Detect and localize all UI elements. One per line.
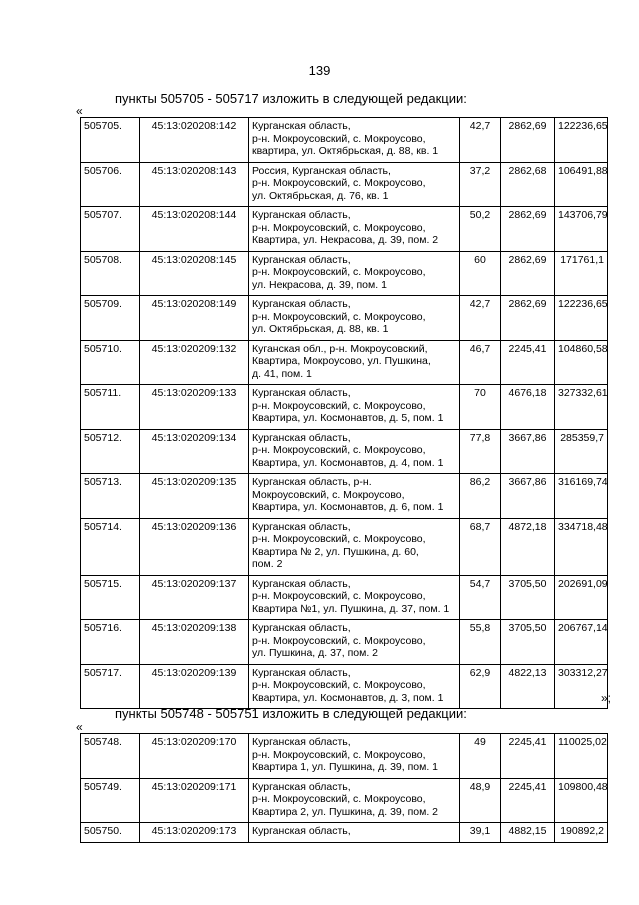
cadastral-value: 143706,79	[555, 207, 608, 252]
cadastral-number: 45:13:020209:138	[140, 620, 249, 665]
cadastral-value: 122236,65	[555, 118, 608, 163]
unit-value: 3705,50	[501, 575, 555, 620]
cadastral-value: 122236,65	[555, 296, 608, 341]
table-row	[81, 664, 608, 709]
item-number: 505712.	[81, 429, 140, 474]
unit-value: 4822,13	[501, 664, 555, 709]
cadastral-number: 45:13:020209:132	[140, 340, 249, 385]
cadastral-value: 303312,27	[555, 664, 608, 709]
address-line: Курганская область,	[252, 780, 351, 793]
address-line: р-н. Мокроусовский, с. Мокроусово,	[252, 399, 426, 412]
item-number: 505715.	[81, 575, 140, 620]
unit-value: 3667,86	[501, 474, 555, 519]
address-line: Квартира № 2, ул. Пушкина, д. 60,	[252, 545, 419, 558]
area: 60	[460, 251, 501, 296]
address-line: Квартира, ул. Некрасова, д. 39, пом. 2	[252, 234, 439, 246]
address	[249, 429, 460, 474]
table-row	[81, 620, 608, 665]
area: 39,1	[460, 823, 501, 843]
address-line: ул. Октябрьская, д. 88, кв. 1	[252, 323, 389, 335]
cadastral-value: 334718,48	[555, 518, 608, 575]
area: 42,7	[460, 118, 501, 163]
cadastral-number: 45:13:020209:139	[140, 664, 249, 709]
area: 42,7	[460, 296, 501, 341]
unit-value: 2862,69	[501, 207, 555, 252]
item-number: 505708.	[81, 251, 140, 296]
item-number: 505713.	[81, 474, 140, 519]
unit-value: 2862,69	[501, 118, 555, 163]
area: 50,2	[460, 207, 501, 252]
unit-value: 4872,18	[501, 518, 555, 575]
cadastral-value: 206767,14	[555, 620, 608, 665]
table-row	[81, 296, 608, 341]
item-number: 505711.	[81, 385, 140, 430]
unit-value: 2862,69	[501, 296, 555, 341]
address-line: Курганская область,	[252, 387, 351, 399]
address-line: р-н. Мокроусовский, с. Мокроусово,	[252, 590, 426, 602]
address-line: Квартира №1, ул. Пушкина, д. 37, пом. 1	[252, 602, 450, 615]
address	[249, 385, 460, 430]
address-line: р-н. Мокроусовский, с. Мокроусово,	[252, 748, 426, 761]
address-line: Курганская область,	[252, 120, 351, 132]
address-line: р-н. Мокроусовский, с. Мокроусово,	[252, 634, 426, 647]
area: 55,8	[460, 620, 501, 665]
address-line: Курганская область,	[252, 825, 351, 837]
cadastral-value: 190892,2	[555, 823, 608, 843]
cadastral-value: 285359,7	[555, 429, 608, 474]
address-line: р-н. Мокроусовский, с. Мокроусово,	[252, 793, 426, 805]
address	[249, 734, 460, 779]
address-line: р-н. Мокроусовский, с. Мокроусово,	[252, 266, 426, 278]
address	[249, 518, 460, 575]
address-line: р-н. Мокроусовский, с. Мокроусово,	[252, 679, 426, 691]
address	[249, 162, 460, 207]
item-number: 505709.	[81, 296, 140, 341]
address-line: Куганская обл., р-н. Мокроусовский,	[252, 342, 428, 355]
item-number: 505710.	[81, 340, 140, 385]
page-number: 139	[308, 63, 331, 78]
area: 54,7	[460, 575, 501, 620]
unit-value: 4676,18	[501, 385, 555, 430]
unit-value: 2245,41	[501, 340, 555, 385]
table-row	[81, 518, 608, 575]
area: 68,7	[460, 518, 501, 575]
unit-value: 3705,50	[501, 620, 555, 665]
area: 86,2	[460, 474, 501, 519]
address-line: Россия, Курганская область,	[252, 164, 391, 177]
address-line: р-н. Мокроусовский, с. Мокроусово,	[252, 533, 426, 545]
item-number: 505705.	[81, 118, 140, 163]
table-row	[81, 251, 608, 296]
item-number: 505707.	[81, 207, 140, 252]
table-row	[81, 474, 608, 519]
unit-value: 2245,41	[501, 778, 555, 823]
address	[249, 575, 460, 620]
address	[249, 340, 460, 385]
address	[249, 778, 460, 823]
address-line: р-н. Мокроусовский, с. Мокроусово,	[252, 310, 426, 323]
address-line: д. 41, пом. 1	[252, 367, 312, 380]
unit-value: 2862,68	[501, 162, 555, 207]
cadastral-value: 316169,74	[555, 474, 608, 519]
address	[249, 823, 460, 843]
cadastral-value: 327332,61	[555, 385, 608, 430]
address-line: р-н. Мокроусовский, с. Мокроусово,	[252, 221, 426, 234]
address-line: Курганская область,	[252, 298, 351, 310]
unit-value: 2245,41	[501, 734, 555, 779]
address-line: ул. Некрасова, д. 39, пом. 1	[252, 278, 387, 291]
cadastral-number: 45:13:020208:149	[140, 296, 249, 341]
address-line: Квартира, ул. Космонавтов, д. 5, пом. 1	[252, 412, 444, 424]
item-number: 505750.	[81, 823, 140, 843]
address	[249, 664, 460, 709]
table-row	[81, 340, 608, 385]
address-line: ул. Пушкина, д. 37, пом. 2	[252, 647, 379, 659]
cadastral-number: 45:13:020208:145	[140, 251, 249, 296]
table-row	[81, 778, 608, 823]
registry-table	[80, 733, 608, 843]
address	[249, 207, 460, 252]
table-row	[81, 207, 608, 252]
table-row	[81, 575, 608, 620]
address-line: пом. 2	[252, 558, 283, 570]
table-row	[81, 385, 608, 430]
cadastral-value: 202691,09	[555, 575, 608, 620]
address-line: Курганская область,	[252, 253, 351, 266]
table-row	[81, 734, 608, 779]
section-intro: пункты 505748 - 505751 изложить в следующей редакции:	[115, 706, 467, 721]
cadastral-number: 45:13:020209:134	[140, 429, 249, 474]
address-line: Квартира 2, ул. Пушкина, д. 39, пом. 2	[252, 805, 438, 818]
table-row	[81, 162, 608, 207]
address-line: Квартира 1, ул. Пушкина, д. 39, пом. 1	[252, 761, 438, 773]
registry-table	[80, 117, 608, 709]
cadastral-number: 45:13:020208:143	[140, 162, 249, 207]
unit-value: 2862,69	[501, 251, 555, 296]
address-line: квартира, ул. Октябрьская, д. 88, кв. 1	[252, 145, 439, 157]
item-number: 505749.	[81, 778, 140, 823]
item-number: 505714.	[81, 518, 140, 575]
opening-quote: «	[76, 720, 83, 734]
cadastral-number: 45:13:020209:135	[140, 474, 249, 519]
address-line: р-н. Мокроусовский, с. Мокроусово,	[252, 444, 426, 456]
area: 77,8	[460, 429, 501, 474]
address	[249, 118, 460, 163]
address-line: Курганская область,	[252, 577, 351, 590]
table-row	[81, 823, 608, 843]
address-line: Курганская область,	[252, 209, 351, 221]
cadastral-number: 45:13:020209:133	[140, 385, 249, 430]
address-line: Курганская область,	[252, 622, 351, 634]
address-line: Квартира, Мокроусово, ул. Пушкина,	[252, 355, 431, 367]
table-row	[81, 118, 608, 163]
cadastral-number: 45:13:020209:170	[140, 734, 249, 779]
address-line: Квартира, ул. Космонавтов, д. 3, пом. 1	[252, 691, 444, 704]
area: 49	[460, 734, 501, 779]
cadastral-number: 45:13:020209:137	[140, 575, 249, 620]
area: 37,2	[460, 162, 501, 207]
address-line: Курганская область,	[252, 520, 351, 533]
item-number: 505716.	[81, 620, 140, 665]
cadastral-number: 45:13:020208:144	[140, 207, 249, 252]
address	[249, 620, 460, 665]
cadastral-value: 171761,1	[555, 251, 608, 296]
opening-quote: «	[76, 104, 83, 118]
address-line: Курганская область, р-н.	[252, 476, 372, 488]
cadastral-value: 109800,48	[555, 778, 608, 823]
unit-value: 4882,15	[501, 823, 555, 843]
address-line: Курганская область,	[252, 666, 351, 679]
cadastral-number: 45:13:020209:173	[140, 823, 249, 843]
address-line: р-н. Мокроусовский, с. Мокроусово,	[252, 177, 426, 189]
item-number: 505748.	[81, 734, 140, 779]
address-line: Квартира, ул. Космонавтов, д. 6, пом. 1	[252, 501, 444, 513]
cadastral-number: 45:13:020208:142	[140, 118, 249, 163]
cadastral-value: 106491,88	[555, 162, 608, 207]
address-line: Курганская область,	[252, 431, 351, 444]
cadastral-number: 45:13:020209:136	[140, 518, 249, 575]
address	[249, 474, 460, 519]
address	[249, 251, 460, 296]
cadastral-value: 110025,02	[555, 734, 608, 779]
address-line: р-н. Мокроусовский, с. Мокроусово,	[252, 132, 426, 145]
table-row	[81, 429, 608, 474]
item-number: 505717.	[81, 664, 140, 709]
cadastral-number: 45:13:020209:171	[140, 778, 249, 823]
closing-quote: »;	[600, 691, 611, 705]
area: 46,7	[460, 340, 501, 385]
area: 48,9	[460, 778, 501, 823]
area: 62,9	[460, 664, 501, 709]
section-intro: пункты 505705 - 505717 изложить в следующей редакции:	[115, 91, 467, 106]
cadastral-value: 104860,58	[555, 340, 608, 385]
item-number: 505706.	[81, 162, 140, 207]
unit-value: 3667,86	[501, 429, 555, 474]
area: 70	[460, 385, 501, 430]
address	[249, 296, 460, 341]
address-line: Мокроусовский, с. Мокроусово,	[252, 488, 405, 501]
address-line: Квартира, ул. Космонавтов, д. 4, пом. 1	[252, 456, 444, 469]
address-line: Курганская область,	[252, 736, 351, 748]
address-line: ул. Октябрьская, д. 76, кв. 1	[252, 189, 389, 202]
